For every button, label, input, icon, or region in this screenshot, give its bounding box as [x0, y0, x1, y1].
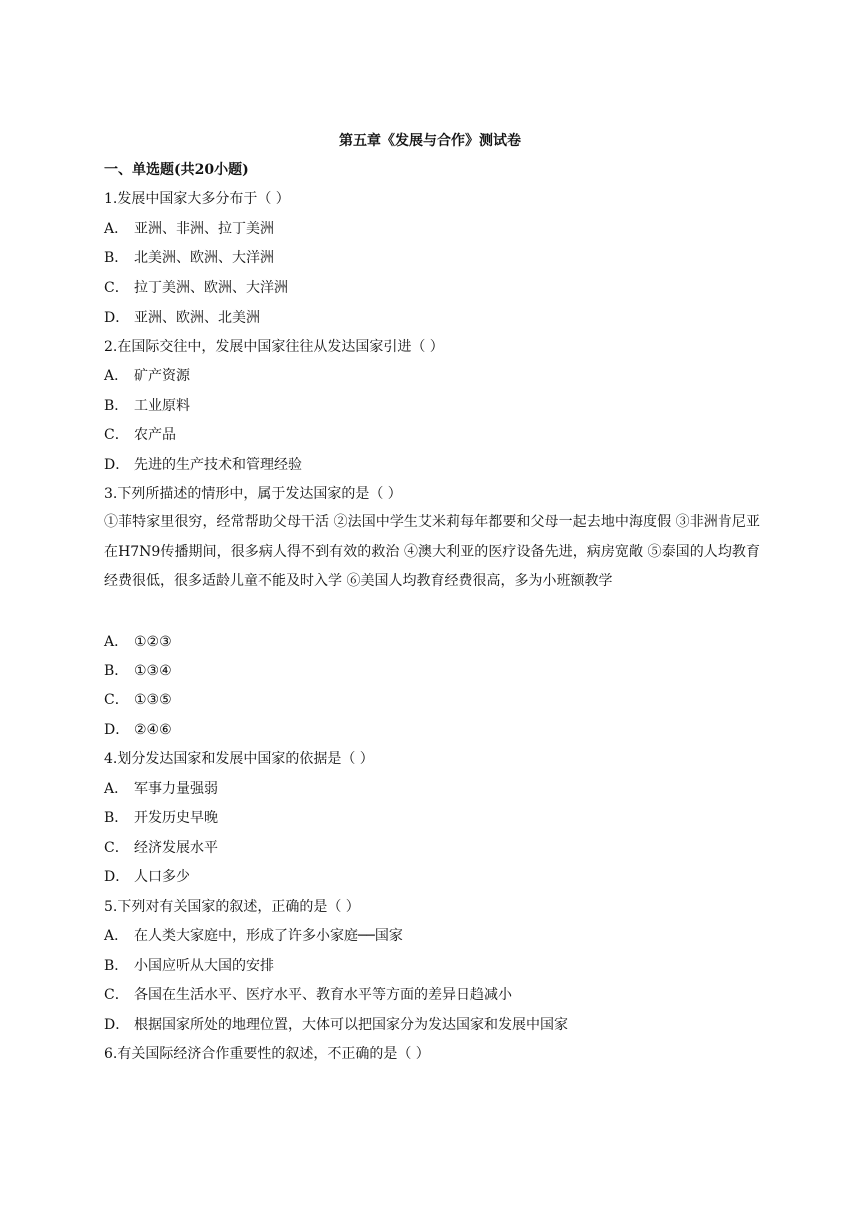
option-a: A． ①②③ [104, 634, 172, 650]
question-stem: 6.有关国际经济合作重要性的叙述，不正确的是（ ） [104, 1046, 430, 1062]
section-heading: 一、单选题(共20小题) [104, 162, 249, 178]
option-b: B． 工业原料 [104, 398, 190, 414]
option-c: C． ①③⑤ [104, 692, 172, 708]
option-a: A． 军事力量强弱 [104, 781, 218, 797]
page-title: 第五章《发展与合作》测试卷 [339, 133, 521, 149]
option-b: B． 开发历史早晚 [104, 810, 218, 826]
option-a: A． 亚洲、非洲、拉丁美洲 [104, 221, 274, 237]
question-stem: 5.下列对有关国家的叙述，正确的是（ ） [104, 899, 360, 915]
option-c: C． 拉丁美洲、欧洲、大洋洲 [104, 280, 288, 296]
question-stem: 1.发展中国家大多分布于（ ） [104, 191, 290, 207]
option-d: D． 根据国家所处的地理位置，大体可以把国家分为发达国家和发展中国家 [104, 1017, 568, 1033]
option-d: D． 先进的生产技术和管理经验 [104, 457, 302, 473]
option-a: A． 在人类大家庭中，形成了许多小家庭──国家 [104, 928, 403, 944]
question-stem: 3.下列所描述的情形中，属于发达国家的是（ ） [104, 486, 402, 502]
option-b: B． 北美洲、欧洲、大洋洲 [104, 250, 274, 266]
question-stem: 4.划分发达国家和发展中国家的依据是（ ） [104, 751, 374, 767]
option-d: D． 亚洲、欧洲、北美洲 [104, 310, 260, 326]
option-c: C． 各国在生活水平、医疗水平、教育水平等方面的差异日趋减小 [104, 987, 512, 1003]
question-body: ①菲特家里很穷，经常帮助父母干活 ②法国中学生艾米莉每年都要和父母一起去地中海度假 ③非洲肯尼亚在H7N9传播期间，很多病人得不到有效的救治 ④澳大利亚的医疗设备先进，病房宽敞 ⑤泰国的人均教育经费很低，很多适龄儿童不能及时入学 ⑥美国人均教育经费很高，多为小班额教学 [104, 514, 760, 589]
question-stem: 2.在国际交往中，发展中国家往往从发达国家引进（ ） [104, 339, 444, 355]
option-d: D． 人口多少 [104, 869, 190, 885]
option-c: C． 农产品 [104, 427, 176, 443]
option-b: B． 小国应听从大国的安排 [104, 958, 274, 974]
option-a: A． 矿产资源 [104, 368, 190, 384]
option-b: B． ①③④ [104, 663, 172, 679]
option-d: D． ②④⑥ [104, 722, 172, 738]
option-c: C． 经济发展水平 [104, 840, 218, 856]
